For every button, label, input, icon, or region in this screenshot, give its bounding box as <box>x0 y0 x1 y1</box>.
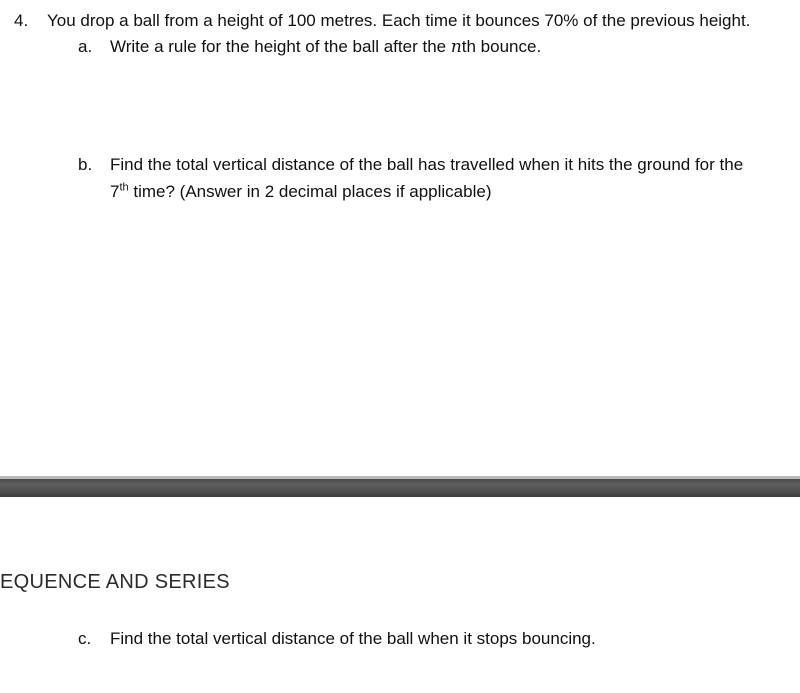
part-a-label: a. <box>78 37 93 56</box>
section-header: EQUENCE AND SERIES <box>0 571 230 593</box>
part-c-label: c. <box>78 629 92 648</box>
part-b-ordinal-number: 7 <box>110 182 120 201</box>
question-number: 4. <box>14 11 29 30</box>
part-a-text <box>110 36 541 58</box>
part-b-line2 <box>110 181 491 203</box>
part-a-text-before: Write a rule for the height of the ball after the <box>110 37 451 56</box>
part-b-label: b. <box>78 155 93 174</box>
part-c-text: Find the total vertical distance of the ball when it stops bouncing. <box>110 629 596 648</box>
part-a-text-after: th bounce. <box>461 37 542 56</box>
page-break-divider <box>0 479 800 497</box>
part-b-line2-rest: time? (Answer in 2 decimal places if applicable) <box>128 182 492 201</box>
part-b-line1: Find the total vertical distance of the ball has travelled when it hits the ground for the <box>110 155 744 174</box>
part-b-ordinal-suffix: th <box>119 181 129 194</box>
question-text: You drop a ball from a height of 100 metres. Each time it bounces 70% of the previous height. <box>47 11 751 30</box>
math-variable-n: n <box>450 37 462 57</box>
